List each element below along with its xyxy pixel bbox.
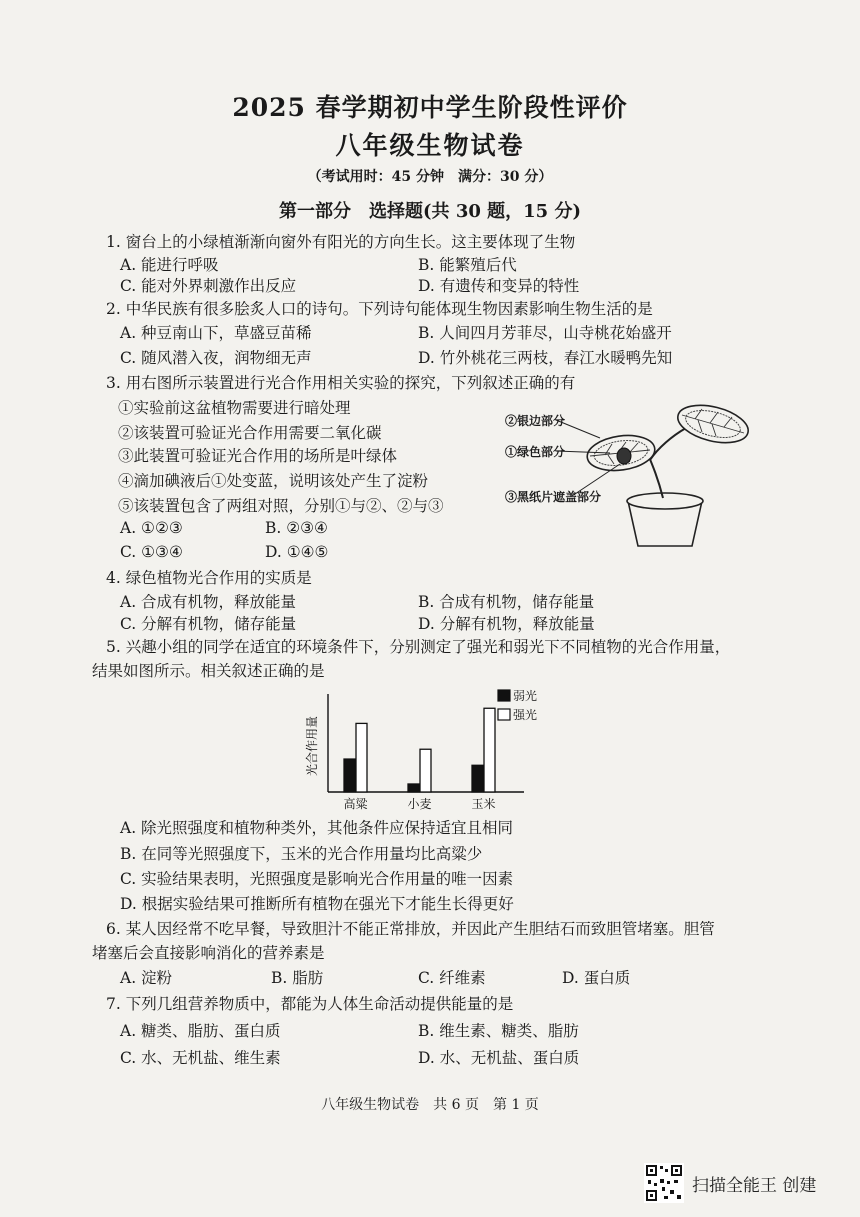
question-5-stem-cont: 结果如图所示。相关叙述正确的是	[92, 662, 325, 680]
chart-y-label: 光合作用量	[305, 715, 319, 777]
q3-option-b: B. ②③④	[265, 519, 328, 537]
q3-option-c: C. ①③④	[120, 543, 183, 561]
q2-option-b: B. 人间四月芳菲尽，山寺桃花始盛开	[418, 324, 672, 342]
q3-option-a: A. ①②③	[120, 519, 183, 537]
question-6-stem: 6. 某人因经常不吃早餐，导致胆汁不能正常排放，并因此产生胆结石而致胆管堵塞。胆管	[106, 920, 715, 938]
exam-subtitle: 八年级生物试卷	[335, 131, 525, 160]
bar-强光-玉米	[484, 708, 495, 792]
bar-弱光-小麦	[408, 784, 419, 792]
q6-option-b: B. 脂肪	[271, 969, 324, 987]
section-heading: 第一部分 选择题(共 30 题，15 分)	[279, 201, 581, 222]
x-tick-label: 小麦	[407, 797, 432, 811]
pot-rim	[627, 493, 703, 509]
q2-option-c: C. 随风潜入夜，润物细无声	[120, 349, 312, 367]
q1-option-d: D. 有遗传和变异的特性	[418, 277, 580, 295]
q6-option-a: A. 淀粉	[120, 969, 173, 987]
page-footer: 八年级生物试卷 共 6 页 第 1 页	[321, 1097, 539, 1113]
bar-弱光-玉米	[472, 765, 483, 792]
legend-label: 弱光	[513, 689, 538, 703]
q4-option-c: C. 分解有机物，储存能量	[120, 615, 297, 633]
legend-swatch-强光	[498, 709, 510, 720]
question-6-stem-cont: 堵塞后会直接影响消化的营养素是	[92, 944, 325, 962]
question-2-stem: 2. 中华民族有很多脍炙人口的诗句。下列诗句能体现生物因素影响生物生活的是	[106, 300, 653, 318]
x-tick-label: 高粱	[343, 797, 368, 811]
fig-label-green-part: ①绿色部分	[505, 445, 566, 459]
bar-弱光-高粱	[344, 759, 355, 792]
q3-statement-4: ④滴加碘液后①处变蓝，说明该处产生了淀粉	[118, 472, 429, 490]
watermark-text: 扫描全能王 创建	[692, 1175, 817, 1196]
black-paper-patch	[617, 448, 631, 464]
question-5-stem: 5. 兴趣小组的同学在适宜的环境条件下，分别测定了强光和弱光下不同植物的光合作用量，	[106, 638, 731, 656]
q7-option-a: A. 糖类、脂肪、蛋白质	[120, 1022, 281, 1040]
q4-option-b: B. 合成有机物，储存能量	[418, 593, 595, 611]
legend-label: 强光	[513, 708, 538, 722]
q3-option-d: D. ①④⑤	[265, 543, 329, 561]
q3-statement-3: ③此装置可验证光合作用的场所是叶绿体	[118, 447, 398, 465]
bar-强光-小麦	[420, 749, 431, 792]
x-tick-label: 玉米	[471, 797, 496, 811]
question-4-stem: 4. 绿色植物光合作用的实质是	[106, 569, 312, 587]
q1-option-b: B. 能繁殖后代	[418, 256, 517, 274]
q2-option-d: D. 竹外桃花三两枝，春江水暖鸭先知	[418, 349, 673, 367]
q2-option-a: A. 种豆南山下，草盛豆苗稀	[120, 324, 312, 342]
fig-label-black-paper: ③黑纸片遮盖部分	[505, 490, 602, 504]
q4-option-a: A. 合成有机物，释放能量	[120, 593, 297, 611]
q5-bar-chart	[300, 684, 560, 814]
q5-option-c: C. 实验结果表明，光照强度是影响光合作用量的唯一因素	[120, 870, 514, 888]
scanner-watermark	[644, 1163, 816, 1203]
q3-statement-2: ②该装置可验证光合作用需要二氧化碳	[118, 424, 382, 442]
q1-option-a: A. 能进行呼吸	[120, 256, 219, 274]
q7-option-d: D. 水、无机盐、蛋白质	[418, 1049, 580, 1067]
stem-shape	[647, 428, 686, 498]
q3-statement-5: ⑤该装置包含了两组对照，分别①与②、②与③	[118, 497, 444, 515]
q5-option-b: B. 在同等光照强度下，玉米的光合作用量均比高粱少	[120, 845, 483, 863]
q3-statement-1: ①实验前这盆植物需要进行暗处理	[118, 399, 351, 417]
fig-label-silver-edge: ②银边部分	[505, 414, 566, 428]
q4-option-d: D. 分解有机物，释放能量	[418, 615, 595, 633]
exam-title: 2025 春学期初中学生阶段性评价	[232, 93, 628, 122]
bar-强光-高粱	[356, 723, 367, 792]
legend-swatch-弱光	[498, 690, 510, 701]
q5-option-d: D. 根据实验结果可推断所有植物在强光下才能生长得更好	[120, 895, 514, 913]
q6-option-c: C. 纤维素	[418, 969, 486, 987]
q5-option-a: A. 除光照强度和植物种类外，其他条件应保持适宜且相同	[120, 819, 514, 837]
q6-option-d: D. 蛋白质	[562, 969, 631, 987]
q7-option-b: B. 维生素、糖类、脂肪	[418, 1022, 579, 1040]
q1-option-c: C. 能对外界刺激作出反应	[120, 277, 297, 295]
question-1-stem: 1. 窗台上的小绿植渐渐向窗外有阳光的方向生长。这主要体现了生物	[106, 233, 576, 251]
question-3-stem: 3. 用右图所示装置进行光合作用相关实验的探究，下列叙述正确的有	[106, 374, 576, 392]
question-7-stem: 7. 下列几组营养物质中，都能为人体生命活动提供能量的是	[106, 995, 514, 1013]
q7-option-c: C. 水、无机盐、维生素	[120, 1049, 281, 1067]
qr-code-icon	[644, 1163, 684, 1203]
exam-info: （考试用时：45 分钟 满分：30 分）	[307, 169, 553, 185]
